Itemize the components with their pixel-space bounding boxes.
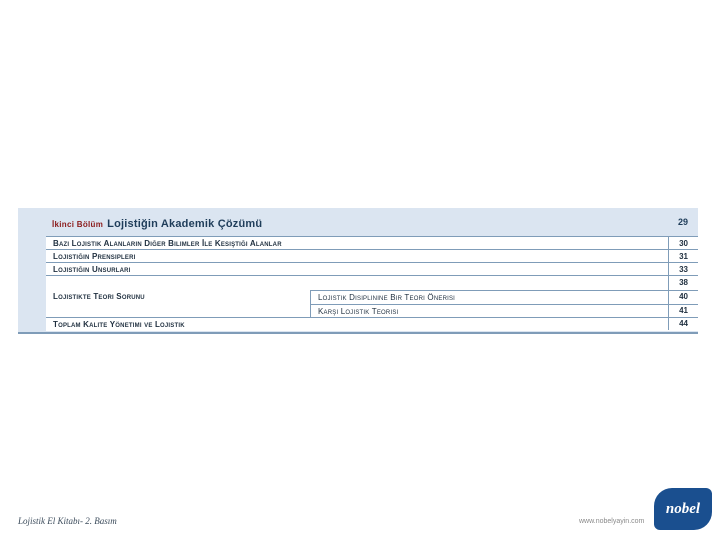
row-divider (46, 249, 698, 250)
chapter-header (52, 214, 698, 234)
row-divider (310, 290, 698, 291)
row-divider (46, 262, 698, 263)
toc-entry[interactable]: Bazı Lojistik Alanların Diğer Bilimler İle Kesiştiği Alanlar (53, 239, 282, 248)
row-divider (310, 304, 698, 305)
toc-sub-entry[interactable]: Lojistik Disiplinine Bir Teori Önerisi (318, 293, 456, 302)
toc-page-number: 44 (679, 319, 688, 328)
toc-entry[interactable]: Toplam Kalite Yönetimi ve Lojistik (53, 320, 185, 329)
book-title: Lojistik El Kitabı- 2. Basım (18, 516, 117, 526)
chapter-page-number: 29 (677, 217, 688, 227)
toc-page-number: 33 (679, 265, 688, 274)
publisher-url[interactable]: www.nobelyayin.com (579, 518, 645, 525)
chapter-title: Lojistiğin Akademik Çözümü (107, 218, 263, 230)
nobel-logo (654, 488, 712, 530)
row-divider (46, 275, 698, 276)
toc-page-number: 41 (679, 306, 688, 315)
column-divider (310, 290, 311, 317)
logo-text: nobel (665, 500, 701, 517)
toc-entry[interactable]: Lojistiğin Prensipleri (53, 252, 136, 261)
toc-entry[interactable]: Lojistikte Teori Sorunu (53, 292, 145, 301)
toc-page-number: 38 (679, 278, 688, 287)
row-divider (46, 317, 698, 318)
toc-page-number: 30 (679, 239, 688, 248)
toc-page-number: 31 (679, 252, 688, 261)
toc-page-number: 40 (679, 292, 688, 301)
toc-entry[interactable]: Lojistiğin Unsurları (53, 265, 131, 274)
toc-sub-entry[interactable]: Karşı Lojistik Teorisi (318, 307, 399, 316)
chapter-label: İkinci Bölüm (52, 219, 104, 229)
